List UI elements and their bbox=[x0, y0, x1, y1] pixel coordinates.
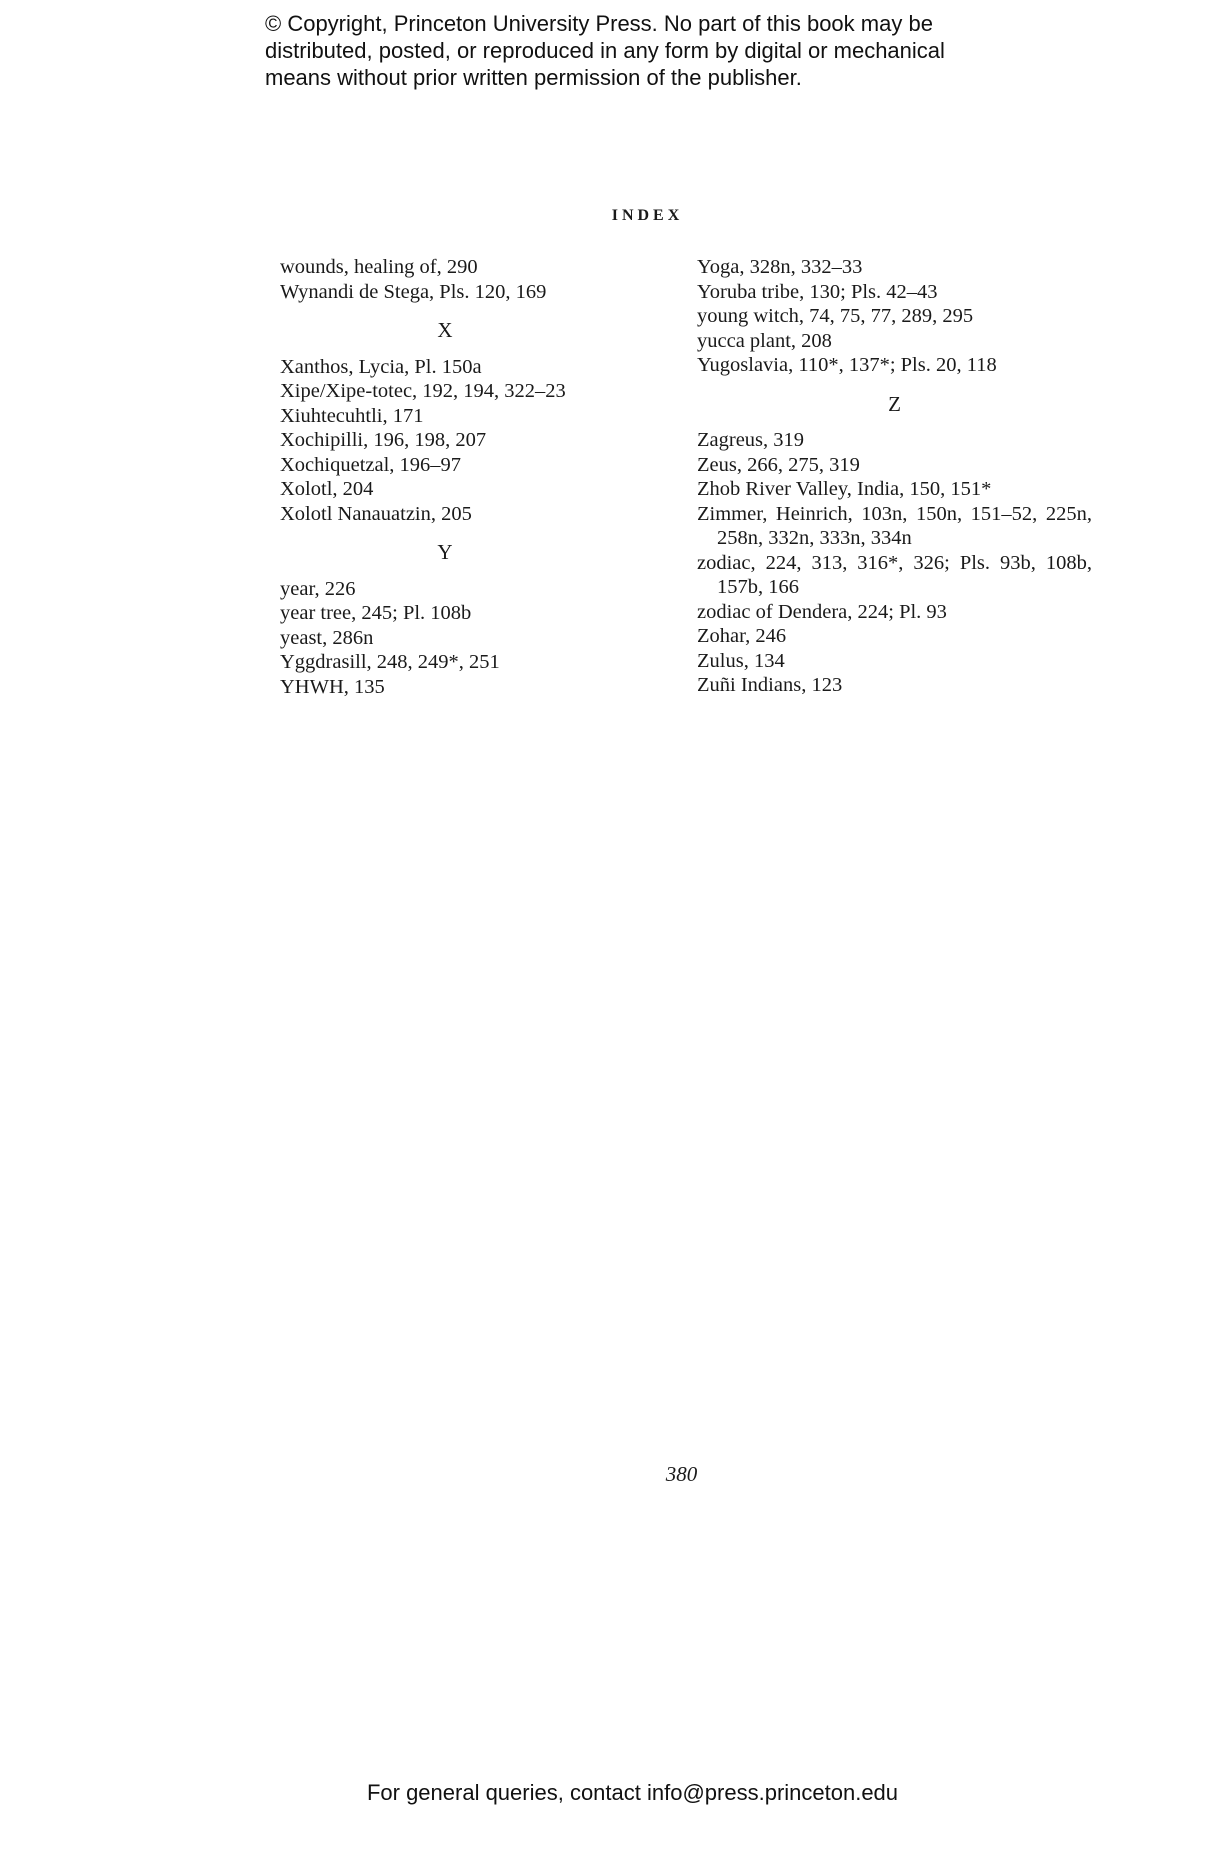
page-number: 380 bbox=[665, 1462, 698, 1486]
copyright-line: distributed, posted, or reproduced in any form by digital or mechanical bbox=[265, 38, 945, 63]
index-entry: zodiac, 224, 313, 316*, 326; Pls. 93b, 108b, 157b, 166 bbox=[697, 551, 1092, 598]
index-entry: Yoga, 328n, 332–33 bbox=[697, 256, 863, 278]
index-entry: Xolotl, 204 bbox=[280, 478, 374, 500]
index-entry: Zeus, 266, 275, 319 bbox=[697, 453, 860, 476]
copyright-line: © Copyright, Princeton University Press. No part of this book may be bbox=[265, 11, 933, 36]
index-entry: year tree, 245; Pl. 108b bbox=[280, 602, 472, 624]
section-letter-x: X bbox=[437, 318, 453, 342]
index-entry: Yugoslavia, 110*, 137*; Pls. 20, 118 bbox=[697, 354, 997, 376]
index-entry: young witch, 74, 75, 77, 289, 295 bbox=[697, 305, 974, 327]
index-column-left bbox=[280, 255, 610, 699]
index-entry: Zuñi Indians, 123 bbox=[697, 674, 843, 696]
copyright-notice bbox=[265, 10, 1025, 91]
index-entry: Wynandi de Stega, Pls. 120, 169 bbox=[280, 280, 547, 303]
index-entry: Xochipilli, 196, 198, 207 bbox=[280, 429, 487, 451]
index-entry: year, 226 bbox=[280, 577, 356, 600]
copyright-line: means without prior written permission of the publisher. bbox=[265, 65, 802, 90]
section-letter-y: Y bbox=[437, 540, 453, 564]
index-entry: YHWH, 135 bbox=[280, 675, 385, 698]
index-entry: yucca plant, 208 bbox=[697, 329, 832, 352]
footer-contact: For general queries, contact info@press.princeton.edu bbox=[366, 1780, 899, 1805]
index-entry: wounds, healing of, 290 bbox=[280, 256, 478, 278]
index-entry: Xiuhtecuhtli, 171 bbox=[280, 404, 424, 427]
index-entry: Yggdrasill, 248, 249*, 251 bbox=[280, 651, 500, 673]
index-entry: Zulus, 134 bbox=[697, 649, 785, 672]
index-entry: Zhob River Valley, India, 150, 151* bbox=[697, 478, 992, 500]
section-letter-z: Z bbox=[888, 391, 901, 416]
index-entry: zodiac of Dendera, 224; Pl. 93 bbox=[697, 600, 947, 623]
index-entry: Zohar, 246 bbox=[697, 625, 787, 647]
running-head: INDEX bbox=[611, 207, 684, 224]
index-entry: Yoruba tribe, 130; Pls. 42–43 bbox=[697, 280, 938, 303]
index-entry: Xochiquetzal, 196–97 bbox=[280, 453, 462, 476]
index-entry: Xanthos, Lycia, Pl. 150a bbox=[280, 355, 482, 378]
index-entry: Xolotl Nanauatzin, 205 bbox=[280, 502, 472, 525]
index-entry: Zagreus, 319 bbox=[697, 429, 805, 451]
index-entry: yeast, 286n bbox=[280, 626, 374, 649]
index-entry: Xipe/Xipe-totec, 192, 194, 322–23 bbox=[280, 380, 566, 402]
index-entry: Zimmer, Heinrich, 103n, 150n, 151–52, 225n, 258n, 332n, 333n, 334n bbox=[697, 502, 1092, 549]
index-column-right bbox=[697, 255, 1092, 698]
